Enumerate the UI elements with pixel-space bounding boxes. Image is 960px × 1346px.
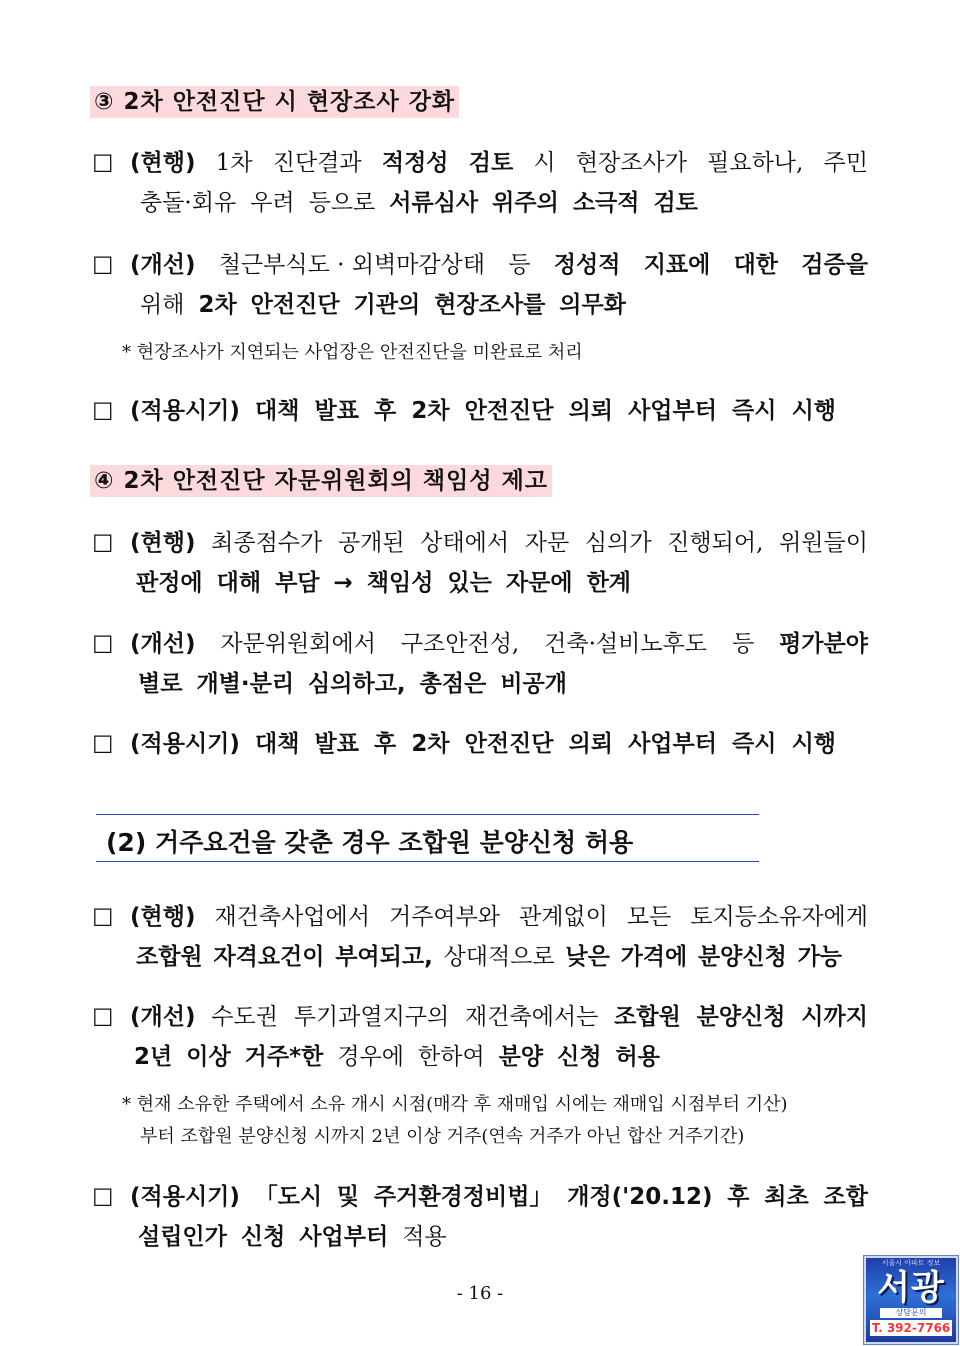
word: (개선) <box>130 252 196 278</box>
checkbox-icon: ☐ <box>92 731 114 759</box>
word: 모든 <box>626 904 672 930</box>
word: (적용시기) <box>130 731 240 757</box>
word: (적용시기) <box>130 1184 240 1210</box>
checkbox-icon: ☐ <box>92 150 114 178</box>
s3-current-line1 <box>130 148 868 178</box>
word: 사업부터 <box>628 398 717 424</box>
word: 위해 <box>140 292 185 318</box>
word: 별로 <box>138 671 183 697</box>
word: (적용시기) <box>130 398 240 424</box>
word: 조합 <box>823 1184 868 1210</box>
word: 낮은 <box>565 944 610 970</box>
word: 주민 <box>823 150 868 176</box>
word: 분양신청 <box>697 944 787 970</box>
checkbox-icon: ☐ <box>92 530 114 558</box>
word: 책임성 <box>366 570 434 596</box>
word: 즉시 <box>732 731 777 757</box>
word: 적용 <box>402 1224 447 1250</box>
word: 가능 <box>797 944 842 970</box>
word: 2차 <box>411 731 450 757</box>
word: 심의하고, <box>308 671 406 697</box>
word: 최초 <box>764 1184 809 1210</box>
word: 위주의 <box>492 190 559 216</box>
word: 개정('20.12) <box>567 1184 713 1210</box>
s3-apply-line1 <box>130 396 836 426</box>
word: 구조안전성, <box>400 631 520 657</box>
p2-improve-note2: 부터 조합원 분양신청 시까지 2년 이상 거주(연속 거주가 아닌 합산 거주기간) <box>140 1126 745 1147</box>
word: 소극적 <box>572 190 640 216</box>
word: 적정성 <box>381 150 449 176</box>
word: 시 <box>533 150 556 176</box>
logo-top-text: 서울시 아파트 정보 <box>881 1259 941 1267</box>
word: 건축·설비노후도 <box>544 631 708 657</box>
word: → <box>333 570 353 596</box>
logo-sub-text: 상담문의 <box>880 1308 942 1318</box>
checkbox-icon: ☐ <box>92 1004 114 1032</box>
word: 자격요건이 <box>213 944 325 970</box>
part-2-title: (2) 거주요건을 갖춘 경우 조합원 분양신청 허용 <box>106 828 634 857</box>
word: 등 <box>731 631 755 657</box>
word: 필요하나, <box>707 150 804 176</box>
word: 총점은 <box>419 671 487 697</box>
word: 판정에 <box>136 570 203 596</box>
section-3-heading: ③ 2차 안전진단 시 현장조사 강화 <box>90 86 459 118</box>
checkbox-icon: ☐ <box>92 631 114 659</box>
word: 및 <box>336 1184 360 1210</box>
word: 우려 <box>250 190 295 216</box>
word: 안전진단 <box>464 731 554 757</box>
logo-tel-text: T. 392-7766 <box>871 1321 951 1335</box>
word: 사업부터 <box>299 1224 389 1250</box>
word: 의무화 <box>559 292 626 318</box>
s4-apply-line1 <box>130 729 836 759</box>
p2-apply-line2 <box>138 1222 868 1252</box>
word: 대해 <box>216 570 262 596</box>
word: 자문 <box>524 530 570 556</box>
word: 허용 <box>615 1044 660 1070</box>
word: 검증을 <box>801 252 868 278</box>
word: 한계 <box>586 570 631 596</box>
word: 최종점수가 <box>211 530 323 556</box>
word: (개선) <box>130 1004 196 1030</box>
word: 거주여부와 <box>388 904 501 930</box>
word: 대한 <box>733 252 779 278</box>
word: 가격에 <box>620 944 688 970</box>
p2-improve-note1: * 현재 소유한 주택에서 소유 개시 시점(매각 후 재매입 시에는 재매입 시점부터 기산) <box>122 1094 788 1115</box>
word: 경우에 <box>337 1044 405 1070</box>
word: 재건축에서는 <box>465 1004 599 1030</box>
word: 검토 <box>468 150 514 176</box>
word: 관계없이 <box>519 904 608 930</box>
word: 상대적으로 <box>443 944 555 970</box>
word: 수도권 <box>211 1004 278 1030</box>
word: 후 <box>727 1184 750 1210</box>
s4-current-line1 <box>130 528 868 558</box>
word: 부담 <box>275 570 320 596</box>
word: 안전진단 <box>464 398 554 424</box>
word: 시까지 <box>801 1004 868 1030</box>
section-4-heading: ④ 2차 안전진단 자문위원회의 책임성 제고 <box>90 465 552 497</box>
checkbox-icon: ☐ <box>92 398 114 426</box>
word: 토지등소유자에게 <box>690 904 868 930</box>
word: (현행) <box>130 530 196 556</box>
word: 조합원 <box>614 1004 681 1030</box>
word: 있는 <box>447 570 492 596</box>
word: 재건축사업에서 <box>214 904 370 930</box>
word: 공개된 <box>337 530 405 556</box>
checkbox-icon: ☐ <box>92 1184 114 1212</box>
word: 발표 <box>314 731 359 757</box>
word: 진행되어, <box>667 530 764 556</box>
word: 현장조사를 <box>434 292 546 318</box>
word: 이상 <box>186 1044 231 1070</box>
p2-current-line1 <box>130 902 868 932</box>
word: 자문위원회에서 <box>220 631 376 657</box>
word: 조합원 <box>136 944 203 970</box>
word: (현행) <box>130 150 196 176</box>
word: 자문에 <box>505 570 573 596</box>
word: 주거환경정비법」 <box>373 1184 553 1210</box>
word: 대책 <box>254 398 300 424</box>
word: 후 <box>374 731 397 757</box>
s4-improve-line2 <box>138 669 868 699</box>
word: 검토 <box>653 190 698 216</box>
word: 설립인가 <box>138 1224 227 1250</box>
word: 분양신청 <box>696 1004 786 1030</box>
word: 투기과열지구의 <box>293 1004 450 1030</box>
word: 철근부식도 · 외벽마감상태 <box>218 252 486 278</box>
word: 즉시 <box>732 398 777 424</box>
s3-improve-note: * 현장조사가 지연되는 사업장은 안전진단을 미완료로 처리 <box>122 342 583 363</box>
word: 부여되고, <box>335 944 433 970</box>
word: (현행) <box>130 904 196 930</box>
word: 분양 <box>498 1044 544 1070</box>
p2-current-line2 <box>136 942 842 972</box>
word: 심의가 <box>584 530 652 556</box>
word: 2차 <box>411 398 450 424</box>
word: 충돌·회유 <box>140 190 237 216</box>
word: 평가분야 <box>779 631 868 657</box>
word: 개별·분리 <box>196 671 295 697</box>
p2-apply-line1 <box>130 1182 868 1212</box>
word: 정성적 <box>553 252 621 278</box>
word: 2년 <box>134 1044 173 1070</box>
page-number: - 16 - <box>456 1283 504 1304</box>
checkbox-icon: ☐ <box>92 904 114 932</box>
s4-current-line2 <box>136 568 868 598</box>
p2-improve-line1 <box>130 1002 868 1032</box>
word: 신청 <box>557 1044 602 1070</box>
word: 의뢰 <box>568 398 614 424</box>
checkbox-icon: ☐ <box>92 252 114 280</box>
word: 상태에서 <box>420 530 510 556</box>
word: 1차 <box>215 150 253 176</box>
word: 대책 <box>254 731 300 757</box>
word: 서류심사 <box>389 190 479 216</box>
word: 거주*한 <box>244 1044 324 1070</box>
word: 2차 <box>198 292 237 318</box>
word: 시행 <box>791 398 836 424</box>
s3-improve-line2 <box>140 290 868 320</box>
part-2-title-box <box>96 814 759 862</box>
word: 위원들이 <box>779 530 868 556</box>
word: 발표 <box>314 398 359 424</box>
word: 진단결과 <box>272 150 362 176</box>
word: 안전진단 <box>250 292 340 318</box>
word: 등 <box>508 252 531 278</box>
p2-improve-line2 <box>134 1042 868 1072</box>
word: 현장조사가 <box>575 150 687 176</box>
word: 후 <box>374 398 397 424</box>
word: 지표에 <box>643 252 711 278</box>
word: 신청 <box>240 1224 286 1250</box>
s3-current-line2 <box>140 188 868 218</box>
seokwang-logo <box>864 1256 958 1344</box>
word: 한하여 <box>418 1044 485 1070</box>
logo-main-text: 서광 <box>877 1268 945 1308</box>
word: 사업부터 <box>628 731 717 757</box>
word: 「도시 <box>254 1184 323 1210</box>
word: (개선) <box>130 631 196 657</box>
word: 등으로 <box>308 190 376 216</box>
s4-improve-line1 <box>130 629 868 659</box>
word: 기관의 <box>353 292 421 318</box>
word: 의뢰 <box>568 731 614 757</box>
s3-improve-line1 <box>130 250 868 280</box>
word: 비공개 <box>500 671 567 697</box>
word: 시행 <box>791 731 836 757</box>
